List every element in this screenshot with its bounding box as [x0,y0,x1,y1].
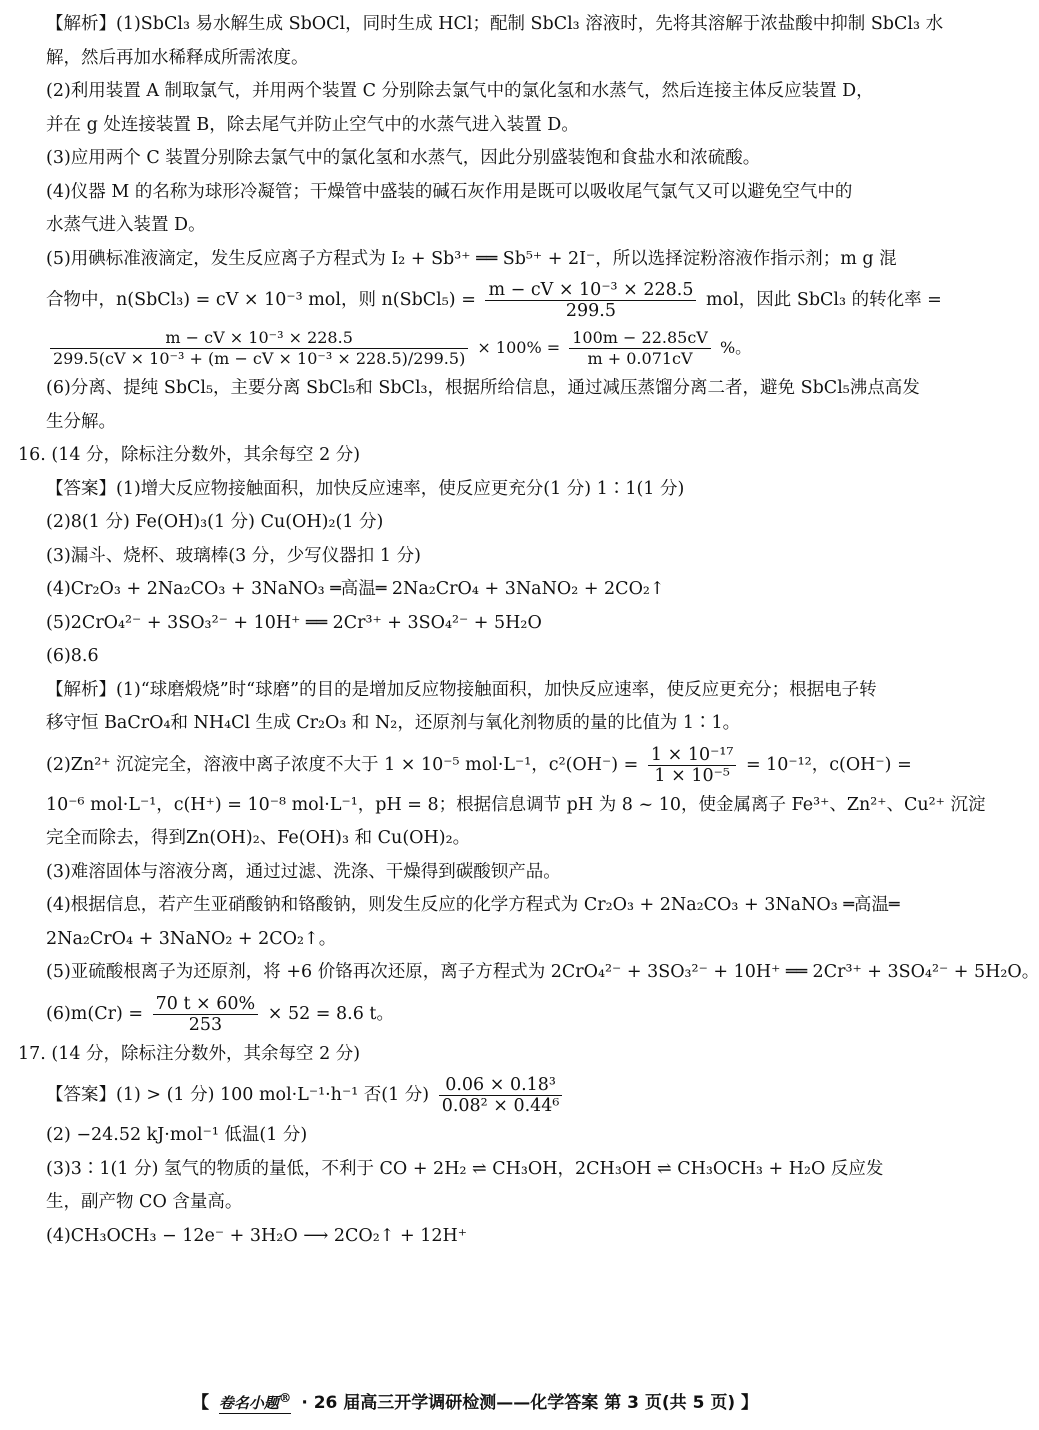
text-line: (4)仪器 M 的名称为球形冷凝管；干燥管中盛装的碱石灰作用是既可以吸收尾气氯气又可以避免空气中的 [46,181,853,202]
text-span: = 10⁻¹²，c(OH⁻) = [745,754,912,775]
numerator: 0.06 × 0.18³ [439,1075,563,1096]
footer-text: · 26 届高三开学调研检测——化学答案 第 3 页(共 5 页) [301,1393,736,1413]
text-line: 【答案】(1)增大反应物接触面积，加快反应速率，使反应更充分(1 分) 1∶1(1 分) [46,478,685,499]
text-line: (5)2CrO₄²⁻ + 3SO₃²⁻ + 10H⁺ ══ 2Cr³⁺ + 3SO₄²⁻ + 5H₂O [46,612,542,633]
text-span: (2)Zn²⁺ 沉淀完全，溶液中离子浓度不大于 1 × 10⁻⁵ mol·L⁻¹，c²(OH⁻) = [46,754,639,775]
footer-bracket: 】 [741,1393,759,1413]
text-line: (3)难溶固体与溶液分离，通过过滤、洗涤、干燥得到碳酸钡产品。 [46,861,561,882]
question-heading: 17. (14 分，除标注分数外，其余每空 2 分) [18,1043,361,1064]
text-line: 【解析】(1)SbCl₃ 易水解生成 SbOCl，同时生成 HCl；配制 SbCl₃ 溶液时，先将其溶解于浓盐酸中抑制 SbCl₃ 水 [46,14,944,34]
text-span: 【答案】(1) > (1 分) 100 mol·L⁻¹·h⁻¹ 否(1 分) [46,1085,430,1105]
numerator: 1 × 10⁻¹⁷ [648,745,736,766]
denominator: 0.08² × 0.44⁶ [441,1096,560,1116]
text-line: (4)Cr₂O₃ + 2Na₂CO₃ + 3NaNO₃ ═高温═ 2Na₂CrO₄ + 3NaNO₂ + 2CO₂↑ [46,579,665,599]
text-line: (4)CH₃OCH₃ − 12e⁻ + 3H₂O ⟶ 2CO₂↑ + 12H⁺ [46,1225,467,1246]
text-line: (3)3∶1(1 分) 氢气的物质的量低，不利于 CO + 2H₂ ⇌ CH₃OH，2CH₃OH ⇌ CH₃OCH₃ + H₂O 反应发 [46,1158,884,1179]
numerator: 70 t × 60% [153,994,259,1015]
text-line: 10⁻⁶ mol·L⁻¹，c(H⁺) = 10⁻⁸ mol·L⁻¹，pH = 8；根据信息调节 pH 为 8 ~ 10，使金属离子 Fe³⁺、Zn²⁺、Cu²⁺ 沉淀 [46,794,986,815]
page-footer [0,1388,950,1414]
fraction [50,328,468,369]
fraction [485,280,696,321]
registered-mark: ® [278,1390,292,1405]
denominator: 253 [188,1014,223,1035]
text-line: (6)8.6 [46,646,99,666]
text-line: 水蒸气进入装置 D。 [46,215,206,235]
text-span: (6)m(Cr) = [46,1003,144,1024]
text-line: (5)亚硫酸根离子为还原剂，将 +6 价铬再次还原，离子方程式为 2CrO₄²⁻ + 3SO₃²⁻ + 10H⁺ ══ 2Cr³⁺ + 3SO₄²⁻ + 5H₂O。 [46,962,1039,982]
brand-logo [219,1390,292,1414]
text-line: (4)根据信息，若产生亚硝酸钠和铬酸钠，则发生反应的化学方程式为 Cr₂O₃ + 2Na₂CO₃ + 3NaNO₃ ═高温═ [46,895,900,915]
denominator: 1 × 10⁻⁵ [654,765,730,786]
text-line: 【解析】(1)“球磨煅烧”时“球磨”的目的是增加反应物接触面积，加快反应速率，使反应更充分；根据电子转 [46,679,877,700]
text-line: (3)漏斗、烧杯、玻璃棒(3 分，少写仪器扣 1 分) [46,545,421,566]
text-span: mol，因此 SbCl₃ 的转化率 = [706,290,942,310]
formula-line [46,1071,934,1119]
text-span: × 100% = [477,338,561,357]
text-line: 解，然后再加水稀释成所需浓度。 [46,47,309,68]
text-line: (6)分离、提纯 SbCl₅，主要分离 SbCl₅和 SbCl₃，根据所给信息，通过减压蒸馏分离二者，避免 SbCl₅沸点高发 [46,378,920,398]
question-heading: 16. (14 分，除标注分数外，其余每空 2 分) [18,445,361,465]
text-line: 并在 g 处连接装置 B，除去尾气并防止空气中的水蒸气进入装置 D。 [46,114,579,135]
text-line: 生，副产物 CO 含量高。 [46,1192,243,1212]
text-span: %。 [719,338,752,357]
formula-line [46,990,934,1038]
numerator: m − cV × 10⁻³ × 228.5 [485,280,696,301]
text-line: 2Na₂CrO₄ + 3NaNO₂ + 2CO₂↑。 [46,928,337,949]
denominator: 299.5 [565,301,616,321]
text-line: (5)用碘标准液滴定，发生反应离子方程式为 I₂ + Sb³⁺ ══ Sb⁵⁺ + 2I⁻，所以选择淀粉溶液作指示剂；m g 混 [46,248,897,269]
text-line: 移守恒 BaCrO₄和 NH₄Cl 生成 Cr₂O₃ 和 N₂，还原剂与氧化剂物质的量的比值为 1∶1。 [46,713,741,733]
text-span: 合物中，n(SbCl₃) = cV × 10⁻³ mol，则 n(SbCl₅) = [46,290,476,310]
text-line: 完全而除去，得到Zn(OH)₂、Fe(OH)₃ 和 Cu(OH)₂。 [46,828,471,848]
denominator: 299.5(cV × 10⁻³ + (m − cV × 10⁻³ × 228.5)/299.5) [53,349,466,368]
fraction [153,994,259,1035]
fraction [569,328,711,369]
formula-line [46,324,934,372]
text-line: (2)利用装置 A 制取氯气，并用两个装置 C 分别除去氯气中的氯化氢和水蒸气，然后连接主体反应装置 D， [46,81,874,101]
footer-bracket: 【 [191,1393,209,1413]
formula-line [46,741,934,789]
text-line: (2)8(1 分) Fe(OH)₃(1 分) Cu(OH)₂(1 分) [46,512,384,532]
numerator: 100m − 22.85cV [569,328,711,349]
text-line: (2) −24.52 kJ·mol⁻¹ 低温(1 分) [46,1125,308,1145]
numerator: m − cV × 10⁻³ × 228.5 [50,328,468,349]
denominator: m + 0.071cV [587,349,693,368]
text-line: 生分解。 [46,411,116,432]
text-span: × 52 = 8.6 t。 [267,1003,394,1024]
formula-line [46,276,942,324]
fraction [439,1075,563,1116]
answer-page [18,8,1039,1253]
fraction [648,745,736,786]
text-line: (3)应用两个 C 装置分别除去氯气中的氯化氢和水蒸气，因此分别盛装饱和食盐水和浓硫酸。 [46,148,761,168]
brand-text: 卷名小题 [218,1394,279,1412]
